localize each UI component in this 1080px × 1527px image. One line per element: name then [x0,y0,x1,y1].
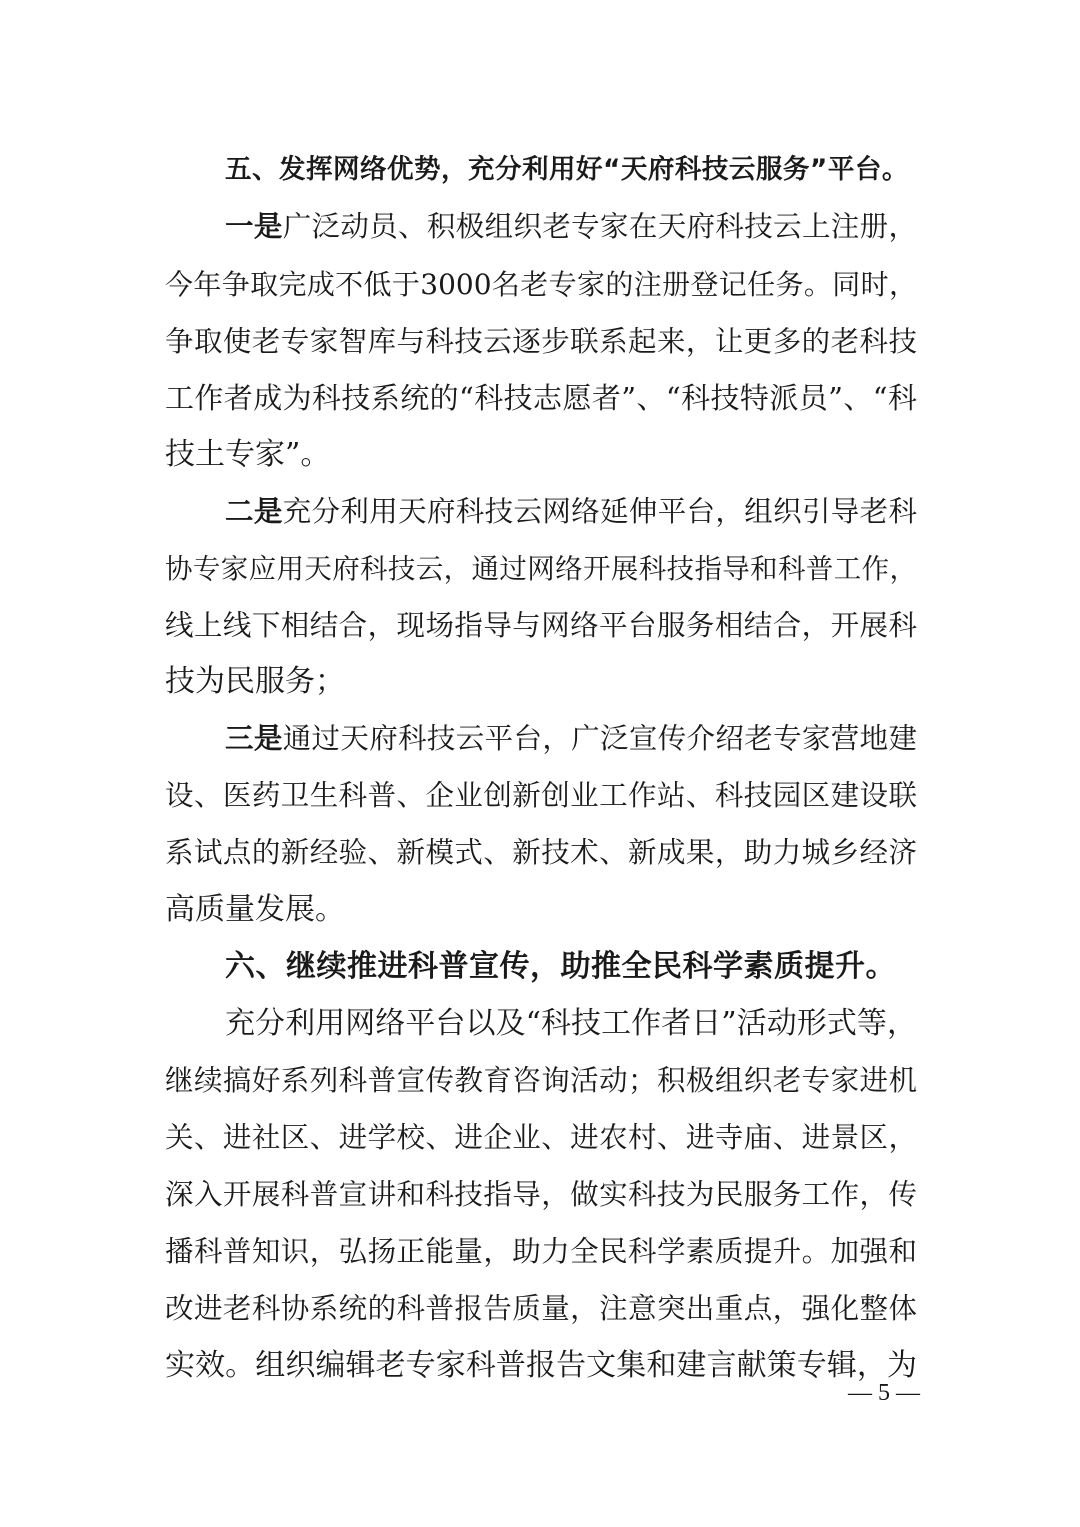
item-3-line-3: 高质量发展。 [165,892,345,927]
item-1-line-4: 技土专家”。 [165,437,331,472]
item-2-line-2: 线上线下相结合，现场指导与网络平台服务相结合，开展科 [165,609,917,642]
section-6-line-5: 改进老科协系统的科普报告质量，注意突出重点，强化整体 [165,1292,917,1325]
section-6-line-2: 关、进社区、进学校、进企业、进农村、进寺庙、进景区， [165,1121,917,1154]
item-2-line-0: 充分利用天府科技云网络延伸平台，组织引导老科 [282,495,917,528]
item-1-line-2: 争取使老专家智库与科技云逐步联系起来，让更多的老科技 [165,325,917,358]
section-6-line-1: 继续搞好系列科普宣传教育咨询活动；积极组织老专家进机 [165,1064,917,1097]
item-1-lead: 一是 [225,210,283,243]
section-6-line-4: 播科普知识，弘扬正能量，助力全民科学素质提升。加强和 [165,1235,917,1268]
item-1-first-line [225,207,917,247]
item-2-lead: 二是 [225,495,283,528]
item-1-line-0: 广泛动员、积极组织老专家在天府科技云上注册， [282,210,917,243]
section-6-line-3: 深入开展科普宣讲和科技指导，做实科技为民服务工作，传 [165,1178,917,1211]
section-6-heading: 六、继续推进科普宣传，助推全民科学素质提升。 [225,949,896,984]
item-3-line-0: 通过天府科技云平台，广泛宣传介绍老专家营地建 [282,722,917,755]
item-1-line-3: 工作者成为科技系统的“科技志愿者”、“科技特派员”、“科 [165,381,917,415]
item-3-line-2: 系试点的新经验、新模式、新技术、新成果，助力城乡经济 [165,836,917,869]
item-3-lead: 三是 [225,722,283,755]
page-number: — 5 — [848,1380,920,1406]
item-2-line-1: 协专家应用天府科技云，通过网络开展科技指导和科普工作， [165,553,917,585]
item-2-first-line [225,492,917,532]
item-2-line-3: 技为民服务； [165,664,345,699]
item-3-line-1: 设、医药卫生科普、企业创新创业工作站、科技园区建设联 [165,779,917,812]
section-6-line-6: 实效。组织编辑老专家科普报告文集和建言献策专辑，为 [165,1348,917,1383]
section-6-line-0: 充分利用网络平台以及“科技工作者日”活动形式等， [225,1006,917,1041]
section-5-heading: 五、发挥网络优势，充分利用好“天府科技云服务”平台。 [225,154,909,185]
item-3-first-line [225,719,917,759]
item-1-line-1: 今年争取完成不低于3000名老专家的注册登记任务。同时， [165,268,917,301]
